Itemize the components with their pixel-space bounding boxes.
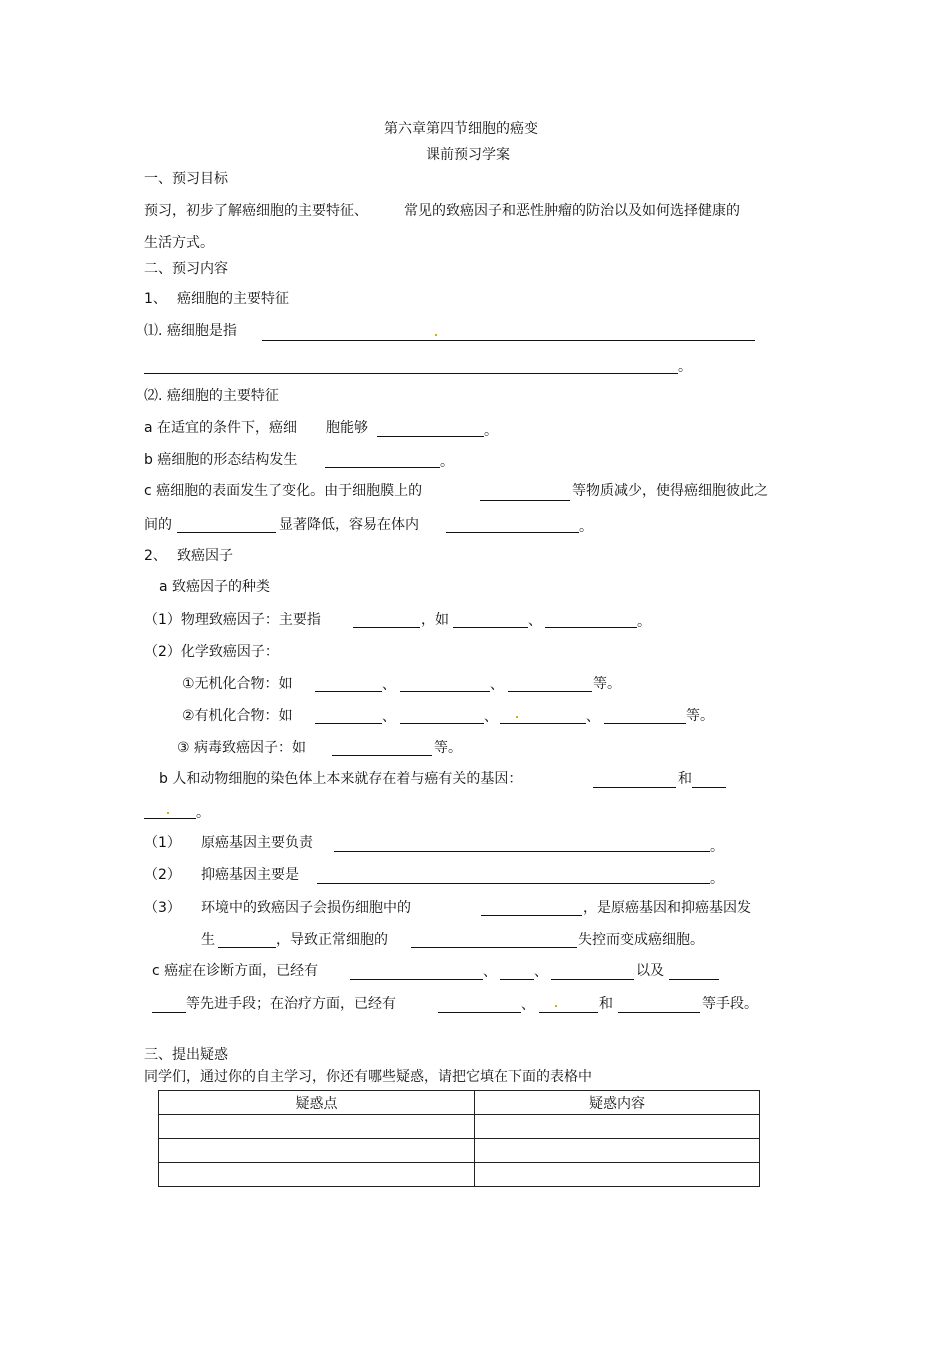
blank-gene-3-2[interactable] <box>218 947 276 948</box>
physical-sep: 、 <box>528 613 542 629</box>
feature-a-text-2: 胞能够 <box>326 420 368 436</box>
blank-tumor-suppressor[interactable] <box>317 883 710 884</box>
part-1-number: 1、 <box>144 291 167 307</box>
blank-treatment-1[interactable] <box>438 1012 521 1013</box>
feature-a-end: 。 <box>484 423 498 439</box>
blank-gene-3-3[interactable] <box>411 947 577 948</box>
page-subtitle: 课前预习学案 <box>426 147 510 163</box>
blank-proto-oncogene[interactable] <box>334 851 710 852</box>
blank-physical-eg1[interactable] <box>453 627 528 628</box>
blank-diagnosis-4b[interactable] <box>152 1012 186 1013</box>
organic-label: ②有机化合物：如 <box>182 708 293 724</box>
table-row <box>159 1115 760 1139</box>
speck <box>516 716 518 718</box>
treatment-sep: 、 <box>521 997 535 1013</box>
part-2-title: 致癌因子 <box>177 548 233 564</box>
table-cell[interactable] <box>159 1139 475 1163</box>
table-cell[interactable] <box>475 1115 760 1139</box>
blank-treatment-2[interactable] <box>539 1012 598 1013</box>
feature-c-text-1: c 癌细胞的表面发生了变化。由于细胞膜上的 <box>144 483 423 499</box>
blank-diagnosis-4a[interactable] <box>669 979 719 980</box>
goal-line-2: 生活方式。 <box>144 235 214 251</box>
inorganic-end: 等。 <box>593 676 621 692</box>
gene-3-text-e: 失控而变成癌细胞。 <box>578 932 704 948</box>
questions-table <box>158 1090 760 1187</box>
blank-inorganic-1[interactable] <box>315 691 382 692</box>
feature-c-text-3: 间的 <box>144 517 172 533</box>
blank-treatment-3[interactable] <box>618 1012 700 1013</box>
feature-c-end: 。 <box>579 519 593 535</box>
blank-q1-line2[interactable] <box>144 373 678 374</box>
gene-1-end: 。 <box>710 839 724 855</box>
organic-sep-3: 、 <box>586 709 600 725</box>
feature-b-text: b 癌细胞的形态结构发生 <box>144 452 298 468</box>
blank-physical-eg2[interactable] <box>545 627 637 628</box>
question-1-label: ⑴. 癌细胞是指 <box>144 323 237 339</box>
organic-sep-1: 、 <box>382 709 396 725</box>
blank-gene-1[interactable] <box>593 787 676 788</box>
physical-factor-text: （1）物理致癌因子：主要指 <box>144 612 321 628</box>
chemical-factor-label: （2）化学致癌因子： <box>144 644 279 660</box>
page-title: 第六章第四节细胞的癌变 <box>384 121 538 137</box>
genes-and: 和 <box>678 771 692 787</box>
gene-2-end: 。 <box>710 871 724 887</box>
blank-diagnosis-2[interactable] <box>500 979 534 980</box>
blank-gene-2a[interactable] <box>692 787 726 788</box>
table-row <box>159 1139 760 1163</box>
table-header-point: 疑惑点 <box>159 1091 475 1115</box>
blank-feature-c3[interactable] <box>446 532 579 533</box>
blank-diagnosis-1[interactable] <box>350 979 483 980</box>
gene-2-text: 抑癌基因主要是 <box>201 867 299 883</box>
section-2-heading: 二、预习内容 <box>144 261 228 277</box>
goal-line-1b: 常见的致癌因子和恶性肿瘤的防治以及如何选择健康的 <box>404 203 740 219</box>
speck <box>435 334 437 336</box>
gene-2-number: （2） <box>144 867 181 883</box>
blank-feature-a[interactable] <box>377 436 484 437</box>
blank-organic-1[interactable] <box>315 723 382 724</box>
diagnosis-and: 以及 <box>636 963 664 979</box>
blank-diagnosis-3[interactable] <box>551 979 634 980</box>
blank-gene-2b[interactable] <box>144 818 196 819</box>
table-header-content: 疑惑内容 <box>475 1091 760 1115</box>
part-1-title: 癌细胞的主要特征 <box>177 291 289 307</box>
genes-text: b 人和动物细胞的染色体上本来就存在着与癌有关的基因： <box>159 771 523 787</box>
q1-end: 。 <box>678 359 692 375</box>
blank-feature-b[interactable] <box>325 467 440 468</box>
genes-end: 。 <box>196 805 210 821</box>
gene-3-number: （3） <box>144 900 181 916</box>
treatment-end: 等手段。 <box>702 996 758 1012</box>
section-3-heading: 三、提出疑惑 <box>144 1047 228 1063</box>
blank-physical-main[interactable] <box>353 627 420 628</box>
diagnosis-sep-2: 、 <box>534 964 548 980</box>
table-cell[interactable] <box>475 1139 760 1163</box>
diagnosis-text: c 癌症在诊断方面，已经有 <box>152 963 319 979</box>
blank-inorganic-3[interactable] <box>508 691 592 692</box>
inorganic-label: ①无机化合物：如 <box>182 676 293 692</box>
feature-c-text-4: 显著降低，容易在体内 <box>279 517 419 533</box>
part-2-number: 2、 <box>144 548 167 564</box>
speck <box>167 812 169 814</box>
factor-types-label: a 致癌因子的种类 <box>159 579 271 595</box>
blank-virus[interactable] <box>332 755 432 756</box>
goal-line-1a: 预习，初步了解癌细胞的主要特征、 <box>144 203 368 219</box>
section-1-heading: 一、预习目标 <box>144 171 228 187</box>
inorganic-sep-1: 、 <box>382 677 396 693</box>
speck <box>555 1005 557 1007</box>
gene-3-text-b: ，是原癌基因和抑癌基因发 <box>583 900 751 916</box>
feature-b-end: 。 <box>440 454 454 470</box>
blank-organic-3[interactable] <box>500 723 586 724</box>
feature-c-text-2: 等物质减少，使得癌细胞彼此之 <box>572 483 768 499</box>
organic-sep-2: 、 <box>484 709 498 725</box>
gene-3-text-c: 生 <box>201 932 215 948</box>
physical-factor-eg: ，如 <box>421 612 449 628</box>
gene-1-number: （1） <box>144 835 181 851</box>
blank-organic-4[interactable] <box>604 723 686 724</box>
table-header-row <box>159 1091 760 1115</box>
virus-end: 等。 <box>434 740 462 756</box>
virus-label: ③ 病毒致癌因子：如 <box>177 740 307 756</box>
table-cell[interactable] <box>159 1163 475 1187</box>
blank-q1-line1[interactable] <box>262 340 755 341</box>
blank-gene-3-1[interactable] <box>481 915 582 916</box>
question-2-label: ⑵. 癌细胞的主要特征 <box>144 388 279 404</box>
physical-end: 。 <box>637 614 651 630</box>
gene-3-text-a: 环境中的致癌因子会损伤细胞中的 <box>201 900 411 916</box>
blank-organic-2[interactable] <box>400 723 484 724</box>
gene-1-text: 原癌基因主要负责 <box>201 835 313 851</box>
feature-a-text: a 在适宜的条件下，癌细 <box>144 420 298 436</box>
treatment-and: 和 <box>599 996 613 1012</box>
table-cell[interactable] <box>159 1115 475 1139</box>
table-cell[interactable] <box>475 1163 760 1187</box>
organic-end: 等。 <box>686 708 714 724</box>
treatment-text: 等先进手段；在治疗方面，已经有 <box>186 996 396 1012</box>
blank-feature-c2[interactable] <box>177 532 276 533</box>
section-3-intro: 同学们，通过你的自主学习，你还有哪些疑惑，请把它填在下面的表格中 <box>144 1069 592 1085</box>
table-row <box>159 1163 760 1187</box>
blank-feature-c1[interactable] <box>480 500 570 501</box>
diagnosis-sep-1: 、 <box>483 964 497 980</box>
blank-inorganic-2[interactable] <box>400 691 490 692</box>
gene-3-text-d: ，导致正常细胞的 <box>276 932 388 948</box>
inorganic-sep-2: 、 <box>490 677 504 693</box>
